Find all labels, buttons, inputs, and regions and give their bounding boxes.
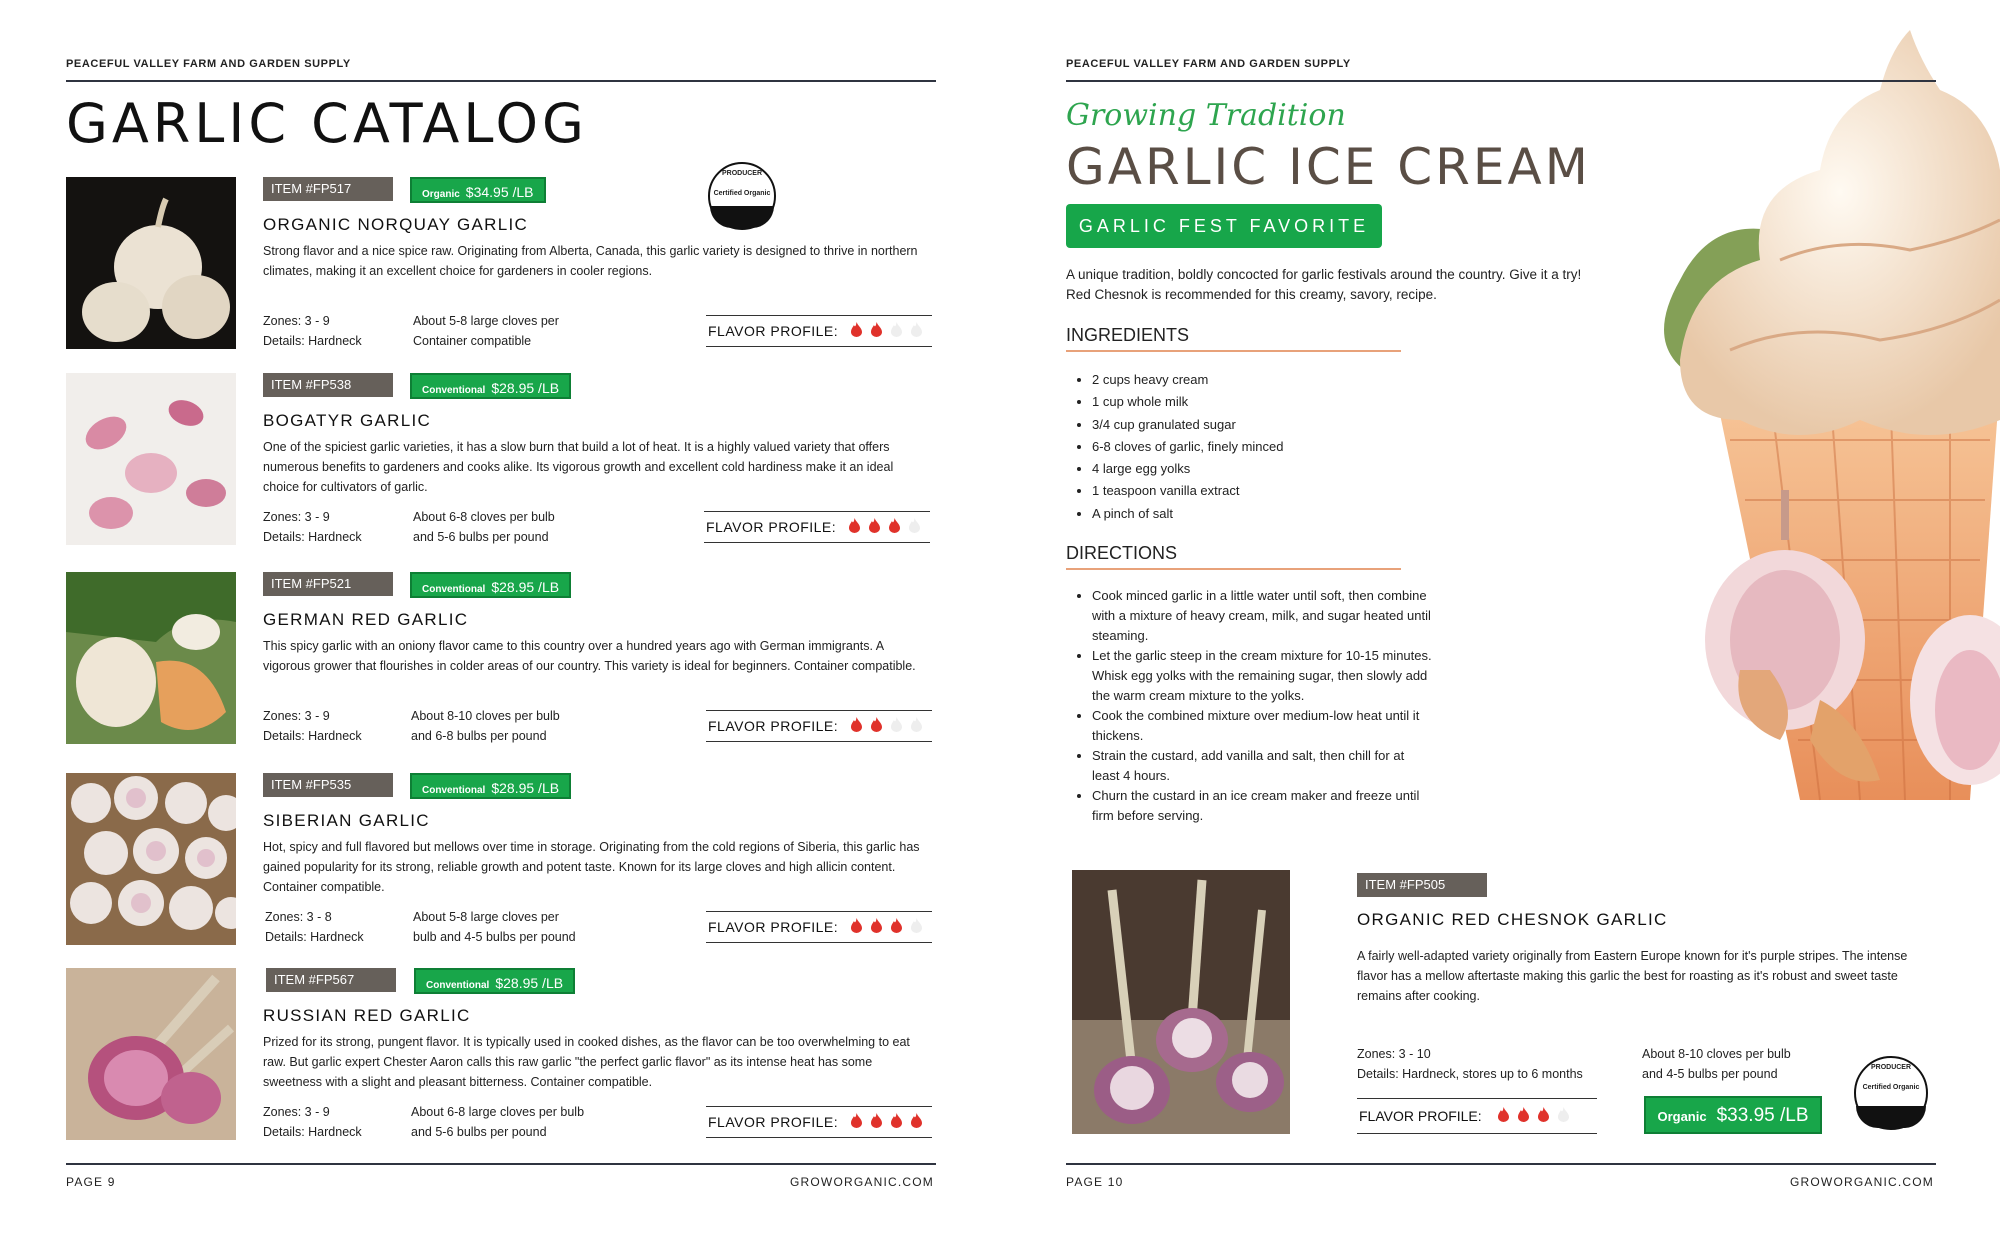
flame-filled-icon bbox=[868, 518, 881, 533]
product-cloves bbox=[411, 1102, 611, 1142]
flame-filled-icon bbox=[848, 518, 861, 533]
price-badge bbox=[410, 177, 546, 203]
price: $28.95 /LB bbox=[491, 380, 560, 396]
footer-rule bbox=[1066, 1163, 1936, 1165]
flame-filled-icon bbox=[890, 918, 903, 933]
garlic-photo bbox=[66, 572, 236, 744]
product-card bbox=[66, 773, 936, 948]
product-cloves bbox=[1642, 1044, 1822, 1084]
price-type: Organic bbox=[422, 189, 460, 200]
website-link[interactable]: GROWORGANIC.COM bbox=[1790, 1175, 1934, 1189]
cloves-line-2: Container compatible bbox=[413, 334, 532, 348]
flame-filled-icon bbox=[1497, 1107, 1510, 1122]
flame-rating bbox=[848, 518, 928, 548]
flame-rating bbox=[1497, 1107, 1577, 1141]
list-item: • 2 cups heavy cream bbox=[1092, 369, 1283, 391]
flame-filled-icon bbox=[850, 717, 863, 732]
details: Details: Hardneck bbox=[265, 930, 364, 944]
product-name: BOGATYR GARLIC bbox=[263, 411, 432, 430]
cloves-line-1: About 8-10 cloves per bulb bbox=[411, 709, 560, 723]
price-type: Conventional bbox=[426, 980, 490, 991]
flame-empty-icon bbox=[910, 717, 923, 732]
product-description: A fairly well-adapted variety originally from Eastern Europe known for it's purple stripes. The intense flavor has a mellow aftertaste making this garlic the best for roasting as it's robust and sweet taste remains after cooking. bbox=[1357, 949, 1908, 1003]
flame-rating bbox=[850, 918, 930, 948]
ingredients-list bbox=[1066, 369, 1283, 525]
page-number: PAGE 10 bbox=[1066, 1175, 1124, 1189]
garlic-photo bbox=[66, 968, 236, 1140]
product-name: ORGANIC RED CHESNOK GARLIC bbox=[1357, 910, 1668, 929]
cloves-line-1: About 5-8 large cloves per bbox=[413, 314, 559, 328]
flame-empty-icon bbox=[910, 918, 923, 933]
price: $34.95 /LB bbox=[465, 184, 534, 200]
flame-filled-icon bbox=[890, 1113, 903, 1128]
list-item: • Churn the custard in an ice cream maker and freeze until firm before serving. bbox=[1092, 786, 1432, 826]
list-item: • 4 large egg yolks bbox=[1092, 458, 1283, 480]
seal-mid-text: Certified Organic bbox=[713, 190, 771, 197]
item-number: ITEM #FP535 bbox=[263, 773, 393, 797]
featured-product-card bbox=[1072, 870, 1962, 1140]
price-type: Conventional bbox=[422, 385, 486, 396]
cloves-line-1: About 6-8 large cloves per bulb bbox=[411, 1105, 585, 1119]
item-number: ITEM #FP538 bbox=[263, 373, 393, 397]
price-badge bbox=[1644, 1096, 1822, 1134]
cloves-line-2: and 5-6 bulbs per pound bbox=[413, 530, 549, 544]
price-badge bbox=[414, 968, 575, 994]
footer-rule bbox=[66, 1163, 936, 1165]
cloves-line-2: bulb and 4-5 bulbs per pound bbox=[413, 930, 576, 944]
price: $28.95 /LB bbox=[495, 975, 564, 991]
garlic-fest-banner: GARLIC FEST FAVORITE bbox=[1066, 204, 1382, 248]
product-cloves bbox=[413, 507, 613, 547]
product-description: One of the spiciest garlic varieties, it has a slow burn that build a lot of heat. It is a highly valued variety that offers numerous benefits to gardeners and cooks alike. Its vigorous growth and excellent cold hardiness make it an ideal choice for cultivators of garlic. bbox=[263, 440, 894, 494]
product-name: RUSSIAN RED GARLIC bbox=[263, 1006, 471, 1025]
item-number: ITEM #FP521 bbox=[263, 572, 393, 596]
cloves-line-1: About 8-10 cloves per bulb bbox=[1642, 1047, 1791, 1061]
garlic-photo bbox=[66, 373, 236, 545]
flavor-profile bbox=[706, 911, 932, 943]
details: Details: Hardneck, stores up to 6 months bbox=[1357, 1067, 1583, 1081]
page-number: PAGE 9 bbox=[66, 1175, 116, 1189]
flame-filled-icon bbox=[870, 322, 883, 337]
flame-filled-icon bbox=[1517, 1107, 1530, 1122]
price-badge bbox=[410, 572, 571, 598]
flavor-profile bbox=[706, 1106, 932, 1138]
flame-filled-icon bbox=[1537, 1107, 1550, 1122]
recipe-title: GARLIC ICE CREAM bbox=[1066, 138, 1591, 196]
list-item: • A pinch of salt bbox=[1092, 503, 1283, 525]
product-zones bbox=[263, 311, 373, 351]
item-number: ITEM #FP505 bbox=[1357, 873, 1487, 897]
details: Details: Hardneck bbox=[263, 334, 362, 348]
flame-empty-icon bbox=[1557, 1107, 1570, 1122]
cloves-line-1: About 5-8 large cloves per bbox=[413, 910, 559, 924]
product-name: GERMAN RED GARLIC bbox=[263, 610, 469, 629]
flame-filled-icon bbox=[850, 1113, 863, 1128]
price-type: Conventional bbox=[422, 785, 486, 796]
directions-heading: DIRECTIONS bbox=[1066, 543, 1401, 570]
price: $33.95 /LB bbox=[1716, 1105, 1809, 1126]
certified-organic-seal bbox=[1854, 1056, 1928, 1130]
details: Details: Hardneck bbox=[263, 729, 362, 743]
list-item: • Cook the combined mixture over medium-low heat until it thickens. bbox=[1092, 706, 1432, 746]
flame-rating bbox=[850, 1113, 930, 1143]
header-rule bbox=[1066, 80, 1936, 82]
zones: Zones: 3 - 9 bbox=[263, 510, 330, 524]
product-zones bbox=[263, 1102, 373, 1142]
product-name: ORGANIC NORQUAY GARLIC bbox=[263, 215, 529, 234]
website-link[interactable]: GROWORGANIC.COM bbox=[790, 1175, 934, 1189]
product-description: Prized for its strong, pungent flavor. It is typically used in cooked dishes, as the flavor can be too overwhelming to eat raw. But garlic expert Chester Aaron calls this raw garlic "the perfect garlic flavor" as its intense heat has some sweetness with a slight and pleasant bitterness. Container compatible. bbox=[263, 1035, 910, 1089]
flame-empty-icon bbox=[890, 322, 903, 337]
flavor-label: FLAVOR PROFILE: bbox=[708, 718, 839, 734]
flavor-label: FLAVOR PROFILE: bbox=[706, 519, 837, 535]
directions-list bbox=[1066, 586, 1432, 826]
cloves-line-2: and 4-5 bulbs per pound bbox=[1642, 1067, 1778, 1081]
seal-mid-text: Certified Organic bbox=[1862, 1084, 1920, 1091]
catalog-page-10 bbox=[1000, 0, 2000, 1250]
list-item: • 3/4 cup granulated sugar bbox=[1092, 414, 1283, 436]
item-number: ITEM #FP517 bbox=[263, 177, 393, 201]
list-item: • Strain the custard, add vanilla and salt, then chill for at least 4 hours. bbox=[1092, 746, 1432, 786]
product-cloves bbox=[413, 311, 613, 351]
flame-empty-icon bbox=[910, 322, 923, 337]
flavor-label: FLAVOR PROFILE: bbox=[708, 919, 839, 935]
list-item: • 6-8 cloves of garlic, finely minced bbox=[1092, 436, 1283, 458]
flame-rating bbox=[850, 717, 930, 747]
list-item: • 1 cup whole milk bbox=[1092, 391, 1283, 413]
product-cloves bbox=[411, 706, 611, 746]
recipe-intro: A unique tradition, boldly concocted for garlic festivals around the country. Give it a try! Red Chesnok is recommended for this creamy, savory, recipe. bbox=[1066, 267, 1582, 302]
price: $28.95 /LB bbox=[491, 780, 560, 796]
flame-filled-icon bbox=[850, 322, 863, 337]
flame-filled-icon bbox=[850, 918, 863, 933]
garlic-photo bbox=[66, 177, 236, 349]
page-title: GARLIC CATALOG bbox=[66, 92, 588, 155]
flame-filled-icon bbox=[910, 1113, 923, 1128]
flavor-label: FLAVOR PROFILE: bbox=[708, 323, 839, 339]
flame-rating bbox=[850, 322, 930, 352]
running-head: PEACEFUL VALLEY FARM AND GARDEN SUPPLY bbox=[66, 58, 351, 70]
product-zones bbox=[263, 507, 373, 547]
product-zones bbox=[263, 706, 373, 746]
list-item: • 1 teaspoon vanilla extract bbox=[1092, 480, 1283, 502]
ingredients-heading: INGREDIENTS bbox=[1066, 325, 1401, 352]
flavor-profile bbox=[704, 511, 930, 543]
flavor-label: FLAVOR PROFILE: bbox=[708, 1114, 839, 1130]
zones: Zones: 3 - 9 bbox=[263, 1105, 330, 1119]
flame-filled-icon bbox=[870, 918, 883, 933]
product-card bbox=[66, 177, 936, 352]
product-zones bbox=[1357, 1044, 1617, 1084]
price-type: Organic bbox=[1657, 1109, 1707, 1124]
product-description: This spicy garlic with an oniony flavor came to this country over a hundred years ago with German immigrants. A vigorous grower that flourishes in colder areas of our country. This variety is ideal for beginners. Container compatible. bbox=[263, 639, 916, 673]
product-name: SIBERIAN GARLIC bbox=[263, 811, 430, 830]
header-rule bbox=[66, 80, 936, 82]
zones: Zones: 3 - 9 bbox=[263, 314, 330, 328]
product-cloves bbox=[413, 907, 613, 947]
chesnok-garlic-photo bbox=[1072, 870, 1290, 1134]
flame-empty-icon bbox=[890, 717, 903, 732]
flavor-profile bbox=[706, 315, 932, 347]
cloves-line-2: and 5-6 bulbs per pound bbox=[411, 1125, 547, 1139]
price-badge bbox=[410, 373, 571, 399]
flame-empty-icon bbox=[908, 518, 921, 533]
garlic-photo bbox=[66, 773, 236, 945]
product-description: Strong flavor and a nice spice raw. Originating from Alberta, Canada, this garlic variety is designed to thrive in northern climates, making it an excellent choice for gardeners in cooler regions. bbox=[263, 244, 918, 278]
product-card bbox=[66, 373, 936, 548]
flavor-label: FLAVOR PROFILE: bbox=[1359, 1108, 1482, 1124]
cloves-line-2: and 6-8 bulbs per pound bbox=[411, 729, 547, 743]
seal-top-text: PRODUCER bbox=[721, 170, 763, 177]
list-item: • Cook minced garlic in a little water until soft, then combine with a mixture of heavy cream, milk, and sugar heated until steaming. bbox=[1092, 586, 1432, 646]
price-badge bbox=[410, 773, 571, 799]
flavor-profile bbox=[1357, 1098, 1597, 1134]
details: Details: Hardneck bbox=[263, 1125, 362, 1139]
running-head: PEACEFUL VALLEY FARM AND GARDEN SUPPLY bbox=[1066, 58, 1351, 70]
product-zones bbox=[265, 907, 375, 947]
item-number: ITEM #FP567 bbox=[266, 968, 396, 992]
product-card bbox=[66, 968, 936, 1143]
cloves-line-1: About 6-8 cloves per bulb bbox=[413, 510, 555, 524]
product-card bbox=[66, 572, 936, 747]
list-item: • Let the garlic steep in the cream mixture for 10-15 minutes. Whisk egg yolks with the remaining sugar, then slowly add the warm cream mixture to the yolks. bbox=[1092, 646, 1432, 706]
flame-filled-icon bbox=[870, 717, 883, 732]
zones: Zones: 3 - 10 bbox=[1357, 1047, 1431, 1061]
zones: Zones: 3 - 8 bbox=[265, 910, 332, 924]
product-description: Hot, spicy and full flavored but mellows over time in storage. Originating from the cold regions of Siberia, this garlic has gained popularity for its strong, reliable growth and potent taste. Known for its large cloves and high allicin content. Container compatible. bbox=[263, 840, 920, 894]
flavor-profile bbox=[706, 710, 932, 742]
details: Details: Hardneck bbox=[263, 530, 362, 544]
flame-filled-icon bbox=[870, 1113, 883, 1128]
price-type: Conventional bbox=[422, 584, 486, 595]
recipe-subtitle: Growing Tradition bbox=[1066, 98, 1346, 133]
flame-filled-icon bbox=[888, 518, 901, 533]
price: $28.95 /LB bbox=[491, 579, 560, 595]
zones: Zones: 3 - 9 bbox=[263, 709, 330, 723]
seal-top-text: PRODUCER bbox=[1870, 1064, 1912, 1071]
